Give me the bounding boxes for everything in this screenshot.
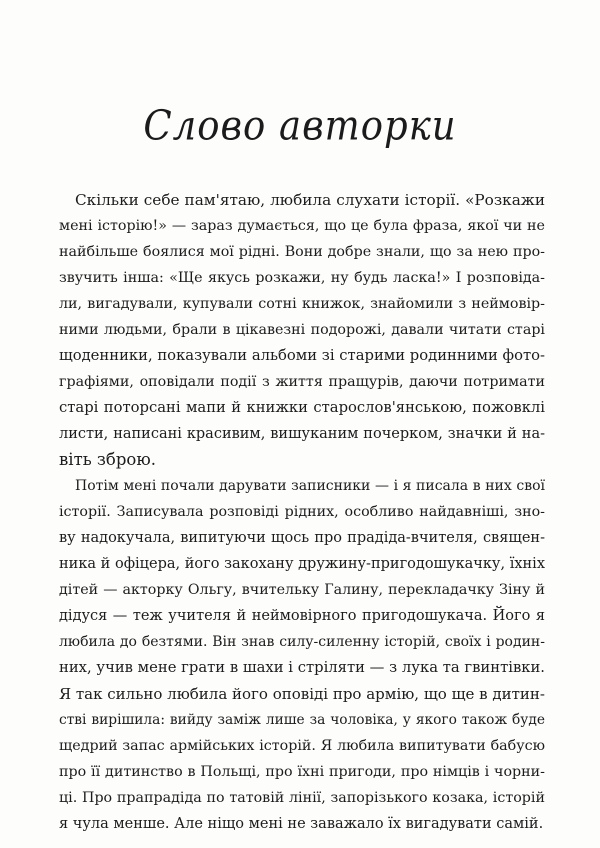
text-line: любила до безтями. Він знав силу-силенну історій, своїх і родин- (59, 634, 545, 650)
text-line: ли, вигадували, купували сотні книжок, знайомили з неймовір- (59, 296, 545, 312)
text-line: дідуся — теж учителя й неймовірного пригодошукача. Його я (59, 608, 545, 624)
text-line: Потім мені почали дарувати записники — і я писала в них свої (75, 478, 545, 494)
text-line: Я так сильно любила його оповіді про армію, що ще в дитин- (59, 685, 545, 703)
text-line: ці. Про прапрадіда по татовій лінії, запорізького козака, історій (59, 790, 545, 806)
text-line: звучить інша: «Ще якусь розкажи, ну будь ласка!» І розповіда- (59, 270, 545, 286)
text-line: історії. Записувала розповіді рідних, особливо найдавніші, зно- (59, 504, 545, 520)
text-line: щедрий запас армійських історій. Я любила випитувати бабусю (59, 738, 545, 754)
text-line: дітей — акторку Ольгу, вчительку Галину, перекладачку Зіну й (59, 582, 545, 598)
text-line: щоденники, показували альбоми зі старими родинними фото- (59, 347, 545, 364)
text-line: ника й офіцера, його закохану дружину-пригодошукачку, їхніх (59, 556, 545, 572)
text-line: ними людьми, брали в цікавезні подорожі, давали читати старі (59, 322, 545, 338)
text-line: стві вирішила: вийду заміж лише за чоловіка, у якого також буде (59, 712, 545, 728)
text-line: старі поторсані мапи й книжки старослов'янською, пожовклі (59, 399, 545, 416)
text-line: Скільки себе пам'ятаю, любила слухати історії. «Розкажи (75, 191, 545, 209)
text-line: листи, написані красивим, вишуканим почерком, значки й на- (59, 426, 545, 442)
text-line: мені історію!» — зараз думається, що це була фраза, якої чи не (59, 218, 545, 234)
text-line: графіями, оповідали події з життя пращурів, даючи потримати (59, 374, 545, 390)
text-line: віть зброю. (59, 450, 156, 469)
text-line: я чула менше. Але ніщо мені не заважало їх вигадувати самій. (59, 816, 544, 832)
text-line: них, учив мене грати в шахи і стріляти — з лука та гвинтівки. (59, 659, 545, 676)
text-line: найбільше боялися мої рідні. Вони добре знали, що за нею про- (59, 244, 545, 260)
text-line: про її дитинство в Польщі, про їхні пригоди, про німців і чорни- (59, 764, 545, 780)
page-title: Слово авторки (143, 101, 457, 150)
text-line: ву надокучала, випитуючи щось про прадіда-вчителя, священ- (59, 530, 545, 546)
